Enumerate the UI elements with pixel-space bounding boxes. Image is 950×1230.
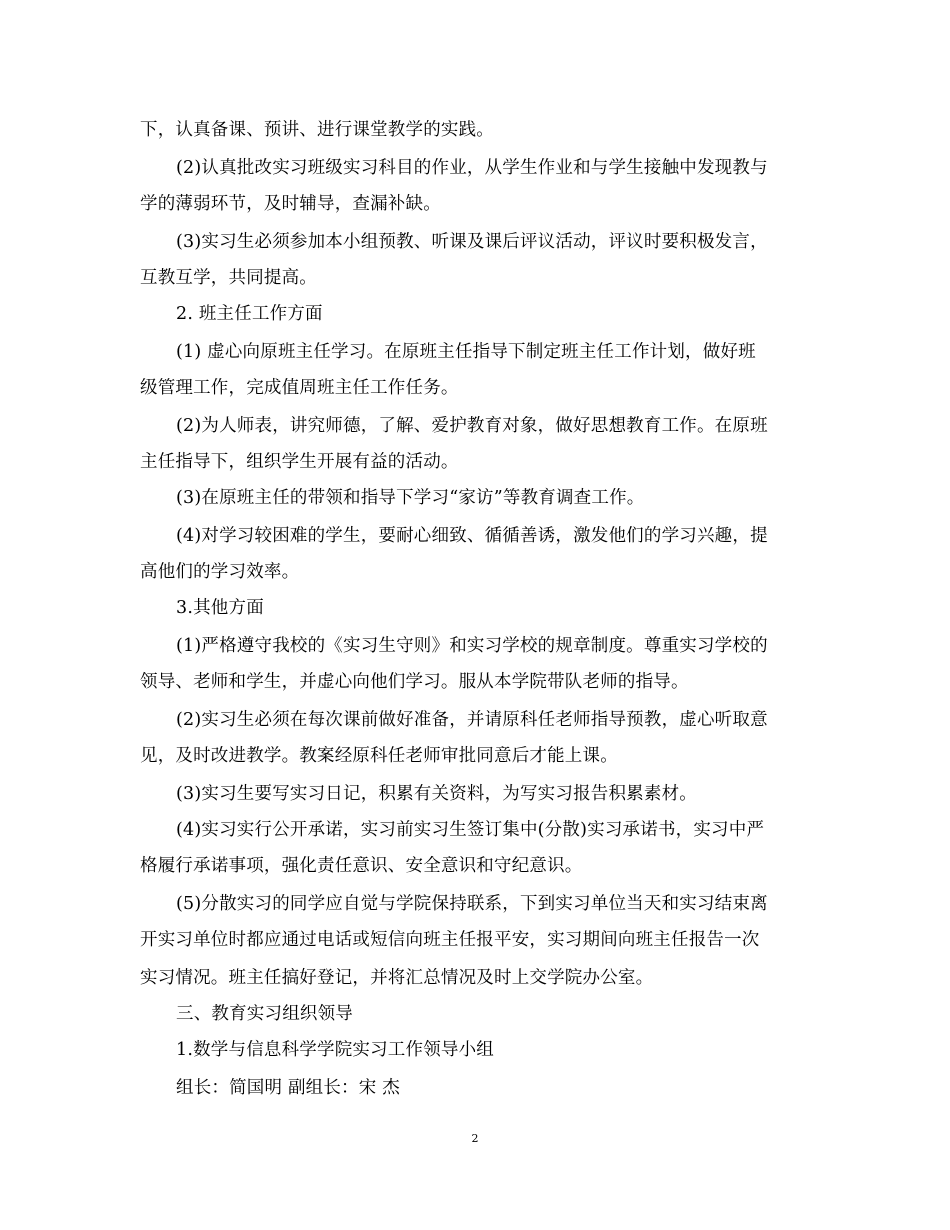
section-heading-other: 3.其他方面 <box>176 598 264 618</box>
text-line-13: 高他们的学习效率。 <box>140 562 300 582</box>
text-line-18: 见，及时改进教学。教案经原科任老师审批同意后才能上课。 <box>140 746 618 766</box>
text-line-7: (1) 虚心向原班主任学习。在原班主任指导下制定班主任工作计划，做好班 <box>176 342 756 362</box>
text-line-10: 主任指导下，组织学生开展有益的活动。 <box>140 452 459 472</box>
text-line-22: (5)分散实习的同学应自觉与学院保持联系，下到实习单位当天和实习结束离 <box>176 894 768 914</box>
text-line-12: (4)对学习较困难的学生，要耐心细致、循循善诱，激发他们的学习兴趣，提 <box>176 526 768 546</box>
page-number: 2 <box>471 1132 479 1145</box>
text-line-5: 互教互学，共同提高。 <box>140 268 317 288</box>
text-line-8: 级管理工作，完成值周班主任工作任务。 <box>140 378 459 398</box>
text-line-17: (2)实习生必须在每次课前做好准备，并请原科任老师指导预教，虚心听取意 <box>176 710 768 730</box>
text-line-9: (2)为人师表，讲究师德，了解、爱护教育对象，做好思想教育工作。在原班 <box>176 416 768 436</box>
text-line-3: 学的薄弱环节，及时辅导，查漏补缺。 <box>140 194 441 214</box>
section-heading-class-teacher: 2. 班主任工作方面 <box>176 304 323 324</box>
text-line-11: (3)在原班主任的带领和指导下学习“家访”等教育调查工作。 <box>176 488 645 508</box>
text-line-1: 下，认真备课、预讲、进行课堂教学的实践。 <box>140 120 494 140</box>
text-line-26: 1.数学与信息科学学院实习工作领导小组 <box>176 1040 494 1060</box>
text-line-15: (1)严格遵守我校的《实习生守则》和实习学校的规章制度。尊重实习学校的 <box>176 636 768 656</box>
section-heading-leadership: 三、教育实习组织领导 <box>176 1004 353 1024</box>
text-line-16: 领导、老师和学生，并虚心向他们学习。服从本学院带队老师的指导。 <box>140 672 689 692</box>
text-line-27: 组长：简国明 副组长：宋 杰 <box>176 1078 400 1098</box>
text-line-19: (3)实习生要写实习日记，积累有关资料，为写实习报告积累素材。 <box>176 784 697 804</box>
text-line-23: 开实习单位时都应通过电话或短信向班主任报平安，实习期间向班主任报告一次 <box>140 930 760 950</box>
text-line-20: (4)实习实行公开承诺，实习前实习生签订集中(分散)实习承诺书，实习中严 <box>176 820 765 840</box>
text-line-24: 实习情况。班主任搞好登记，并将汇总情况及时上交学院办公室。 <box>140 968 654 988</box>
text-line-21: 格履行承诺事项，强化责任意识、安全意识和守纪意识。 <box>140 856 583 876</box>
text-line-2: (2)认真批改实习班级实习科目的作业，从学生作业和与学生接触中发现教与 <box>176 158 768 178</box>
text-line-4: (3)实习生必须参加本小组预教、听课及课后评议活动，评议时要积极发言， <box>176 232 768 252</box>
